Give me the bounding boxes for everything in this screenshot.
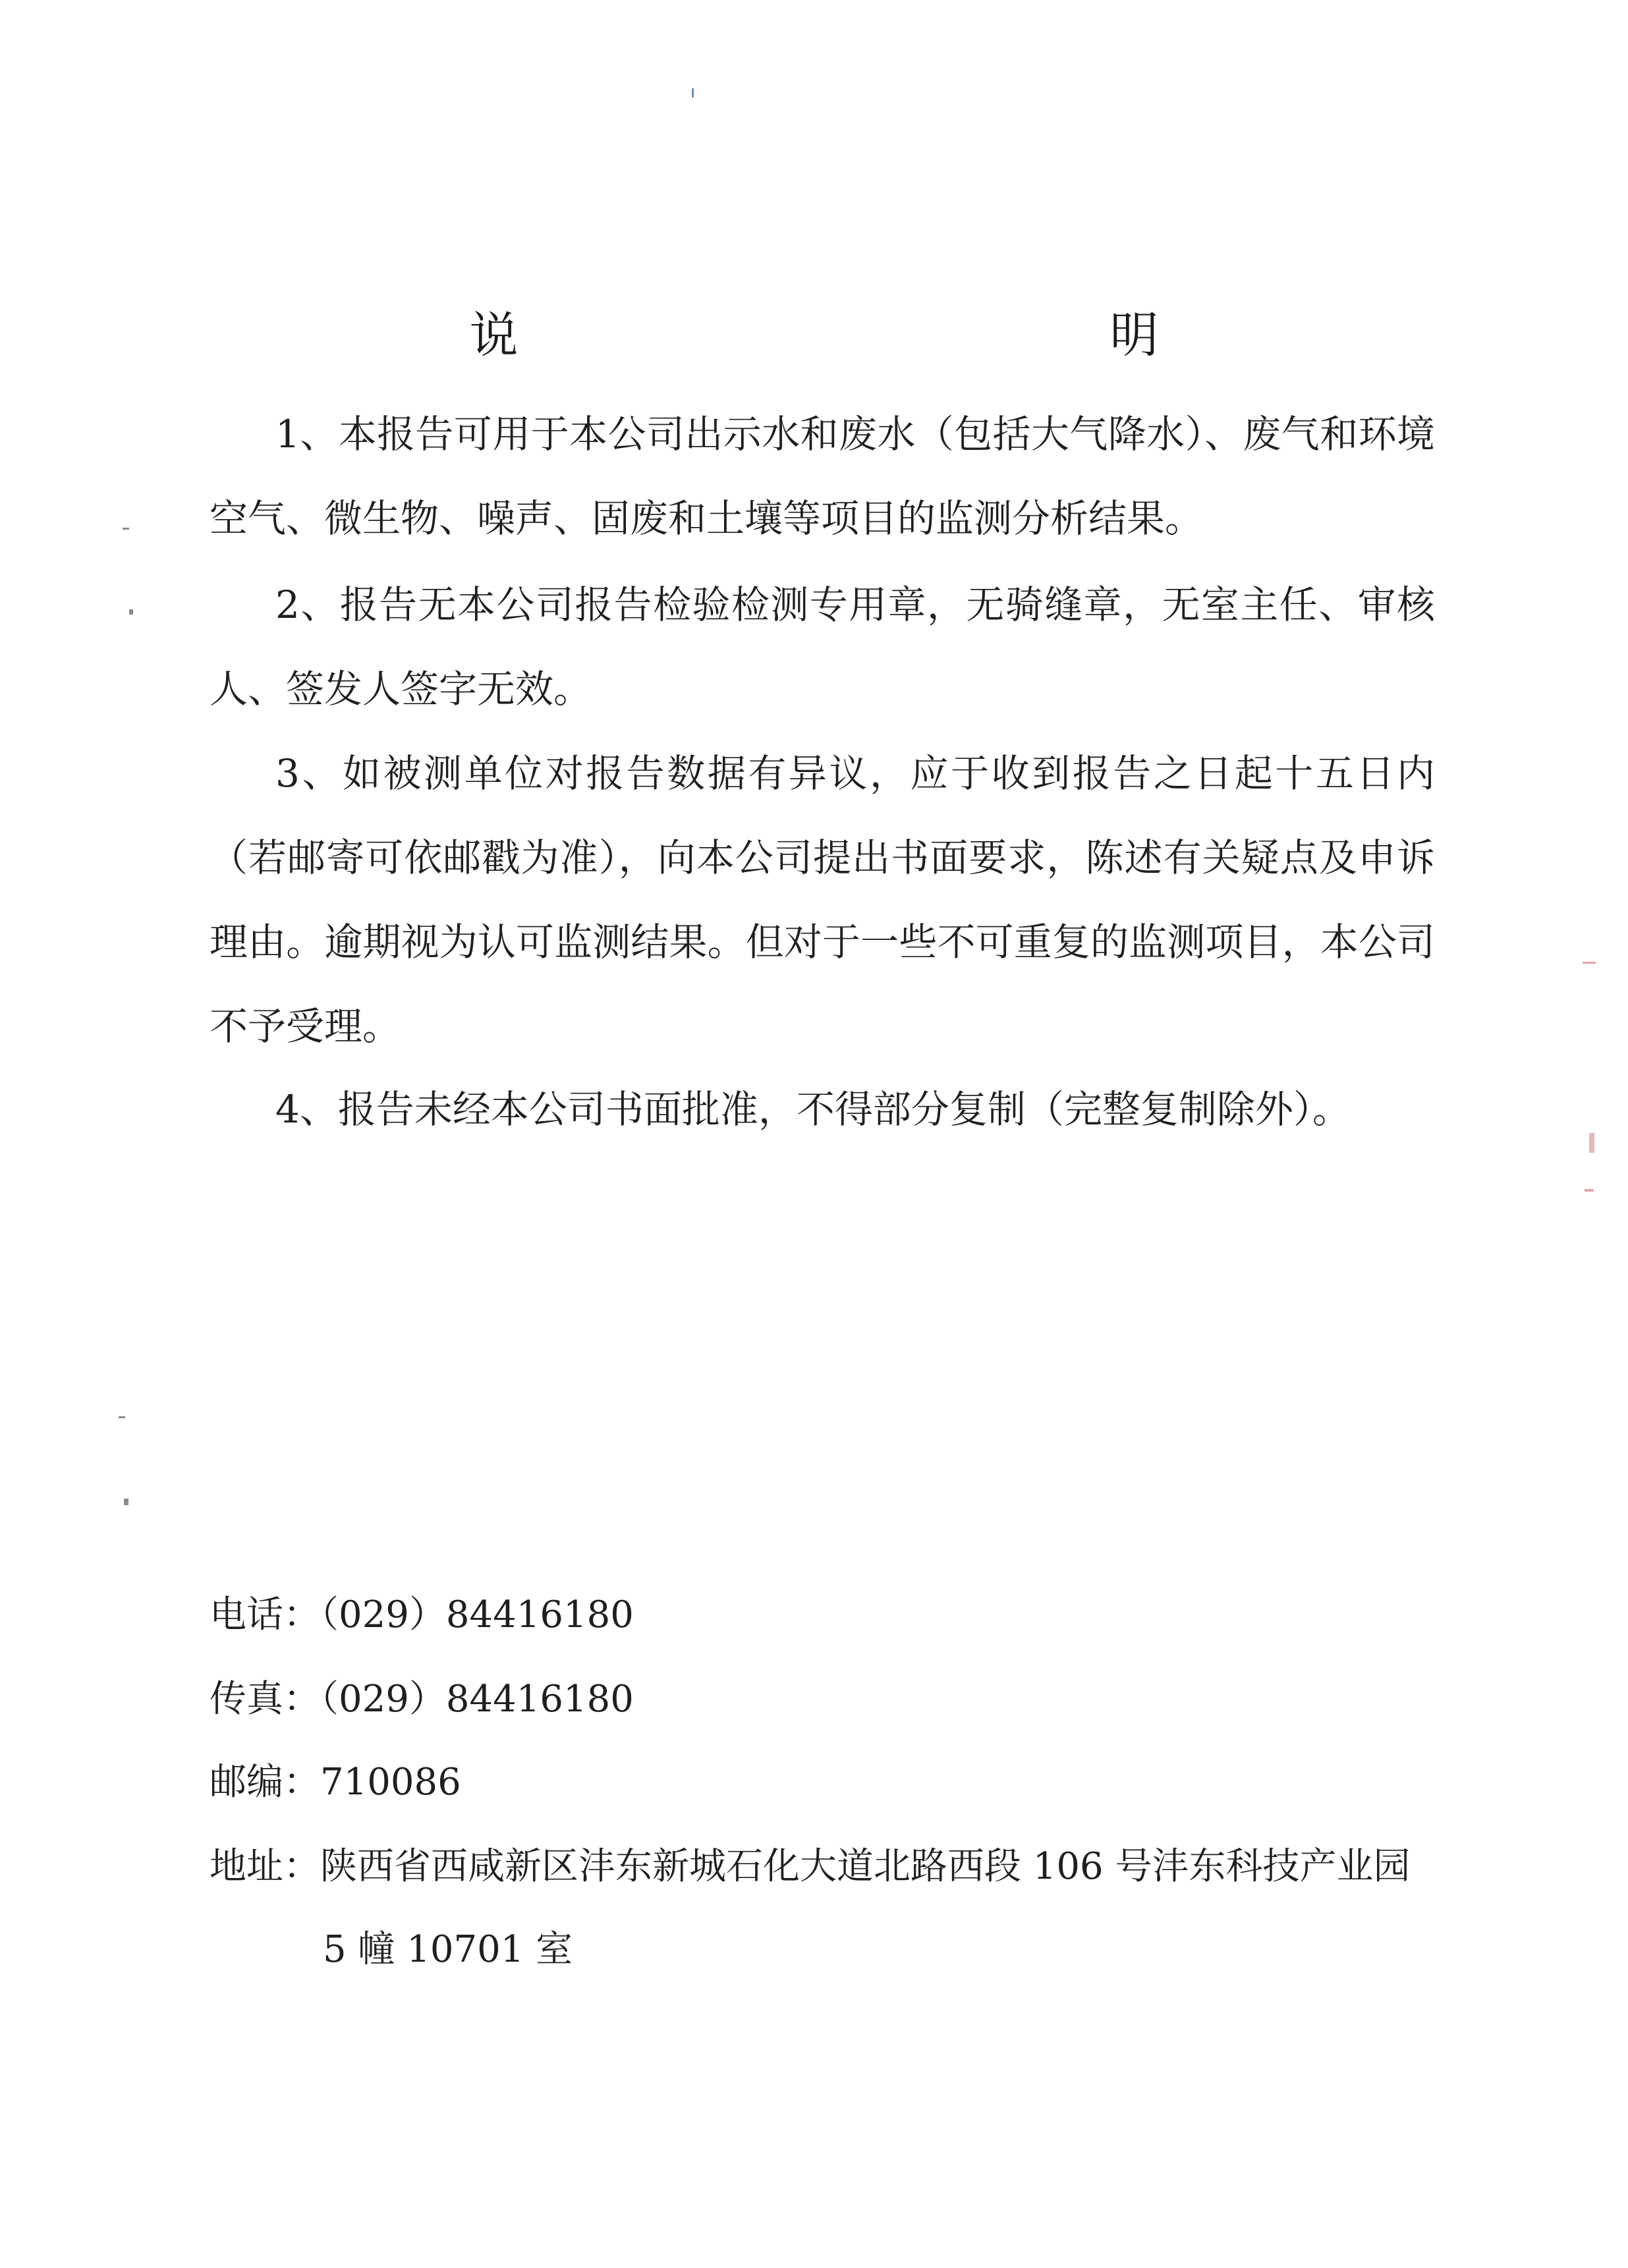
paragraph-3: 3、如被测单位对报告数据有异议，应于收到报告之日起十五日内（若邮寄可依邮戳为准），向本公司提出书面要求，陈述有关疑点及申诉理由。逾期视为认可监测结果。但对于一些不可重复的监测项目，本公司不予受理。 [210, 751, 1435, 1049]
contact-phone: 电话：（029）84416180 [210, 1593, 634, 1636]
binding-hole-mark [129, 609, 133, 615]
paragraph-2: 2、报告无本公司报告检验检测专用章，无骑缝章，无室主任、审核人、签发人签字无效。 [210, 582, 1435, 711]
contact-fax: 传真：（029）84416180 [210, 1678, 634, 1721]
contact-zip: 邮编：710086 [210, 1761, 461, 1804]
binding-hole-mark [119, 1416, 125, 1418]
paragraph-1: 1、本报告可用于本公司出示水和废水（包括大气降水）、废气和环境空气、微生物、噪声、固废和土壤等项目的监测分析结果。 [210, 412, 1435, 541]
scan-speck [692, 88, 694, 97]
contact-address: 地址：陕西省西咸新区沣东新城石化大道北路西段 106 号沣东科技产业园 [210, 1845, 1411, 1888]
seal-edge-mark [1585, 1189, 1594, 1192]
page-title: 说 明 [469, 307, 1324, 364]
paragraph-4: 4、报告未经本公司书面批准，不得部分复制（完整复制除外）。 [275, 1087, 1351, 1132]
contact-address-continued: 5 幢 10701 室 [323, 1928, 573, 1971]
binding-hole-mark [124, 1499, 128, 1505]
seal-edge-mark [1589, 1133, 1594, 1153]
seal-edge-mark [1583, 962, 1596, 964]
binding-hole-mark [123, 528, 129, 530]
